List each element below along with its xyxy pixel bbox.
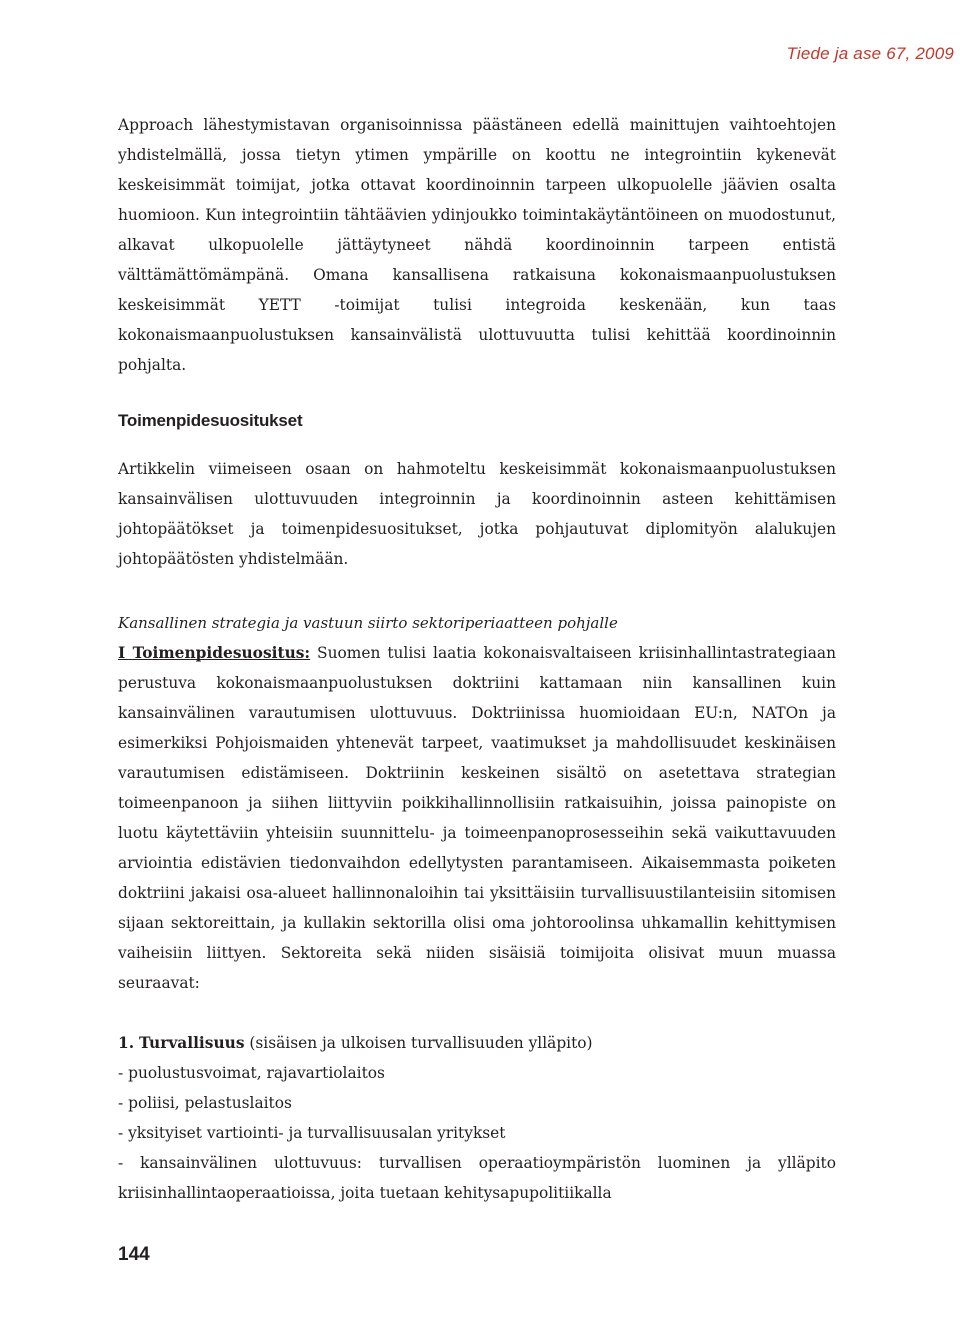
sector-name: Turvallisuus [138, 1034, 245, 1052]
subsection-heading: Kansallinen strategia ja vastuun siirto sektoriperiaatteen pohjalle [118, 614, 618, 632]
list-item: - puolustusvoimat, rajavartiolaitos [118, 1064, 385, 1082]
sector-list [118, 1028, 836, 1208]
section-heading: Toimenpidesuositukset [118, 411, 303, 430]
list-item: - poliisi, pelastuslaitos [118, 1094, 292, 1112]
recommendation-label: I Toimenpidesuositus: [118, 644, 311, 662]
sector-qualifier: (sisäisen ja ulkoisen turvallisuuden ylläpito) [244, 1034, 593, 1052]
page-content [118, 110, 836, 1208]
running-header: Tiede ja ase 67, 2009 [786, 44, 954, 63]
list-item: - yksityiset vartiointi- ja turvallisuusalan yritykset [118, 1124, 506, 1142]
list-item: - kansainvälinen ulottuvuus: turvallisen operaatioympäristön luominen ja ylläpito kriisinhallintaoperaatioissa, joita tuetaan kehitysapupolitiikalla [118, 1154, 836, 1202]
sector-number: 1. [118, 1034, 135, 1052]
recommendation-text: Suomen tulisi laatia kokonaisvaltaiseen kriisinhallintastrategiaan perustuva kokonaismaanpuolustuksen doktriini kattamaan niin kansallinen kuin kansainvälinen varautumisen ulottuvuus. Doktriinissa huomioidaan EU:n, NATOn ja esimerkiksi Pohjoismaiden yhtenevät tarpeet, vaatimukset ja mahdollisuudet keskinäisen varautumisen edistämiseen. Doktriinin keskeinen sisältö on asetettava strategian toimeenpanoon ja siihen liittyviin poikkihallinnollisiin ratkaisuihin, joissa painopiste on luotu käytettäviin yhteisiin suunnittelu- ja toimeenpanoprosesseihin sekä vaikuttavuuden arviointia edistävien tiedonvaihdon edellytysten parantamiseen. Aikaisemmasta poiketen doktriini jakaisi osa-alueet hallinnonaloihin tai yksittäisiin turvallisuustilanteisiin sitomisen sijaan sektoreittain, ja kullakin sektorilla olisi oma johtoroolinsa uhkamallin kehittymisen vaiheisiin liittyen. Sektoreita sekä niiden sisäisiä toimijoita olisivat muun muassa seuraavat: [118, 644, 836, 992]
intro-paragraph: Approach lähestymistavan organisoinnissa päästäneen edellä mainittujen vaihtoehtojen yhdistelmällä, jossa tietyn ytimen ympärille on koottu ne integrointiin kykenevät keskeisimmät toimijat, jotka ottavat koordinoinnin tarpeen ulkopuolelle jäävien osalta huomioon. Kun integrointiin tähtäävien ydinjoukko toimintakäytäntöineen on muodostunut, alkavat ulkopuolelle jättäytyneet nähdä koordinoinnin tarpeen entistä välttämättömämpänä. Omana kansallisena ratkaisuna kokonaismaanpuolustuksen keskeisimmät YETT -toimijat tulisi integroida keskenään, kun taas kokonaismaanpuolustuksen kansainvälistä ulottuvuutta tulisi kehittää koordinoinnin pohjalta. [118, 116, 836, 374]
page-number: 144 [118, 1244, 150, 1265]
summary-paragraph: Artikkelin viimeiseen osaan on hahmoteltu keskeisimmät kokonaismaanpuolustuksen kansainvälisen ulottuvuuden integroinnin ja koordinoinnin asteen kehittämisen johtopäätökset ja toimenpidesuositukset, jotka pohjautuvat diplomityön alalukujen johtopäätösten yhdistelmään. [118, 460, 836, 568]
sector-title [118, 1028, 836, 1058]
recommendation-paragraph [118, 638, 836, 998]
